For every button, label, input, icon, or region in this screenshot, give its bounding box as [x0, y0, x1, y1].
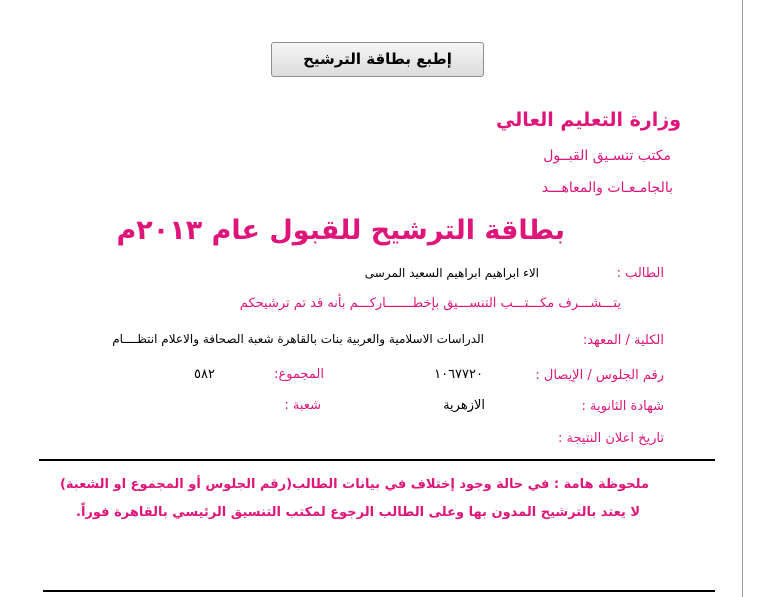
college-label: الكلية / المعهد:: [582, 333, 664, 348]
divider-bottom: [43, 590, 715, 592]
total-value: ٥٨٢: [194, 367, 215, 382]
student-label: الطالب :: [616, 266, 664, 281]
card-title: بطاقة الترشيح للقبول عام ٢٠١٣م: [116, 215, 565, 246]
page-edge-line: [742, 0, 743, 597]
certificate-value: الازهرية: [443, 398, 485, 413]
important-note-line-1: ملحوظة هامة : في حالة وجود إختلاف في بيانات الطالب(رقم الجلوس أو المجموع او الشعبة): [59, 477, 649, 492]
student-name: الاء ابراهيم ابراهيم السعيد المرسى: [364, 266, 539, 280]
certificate-label: شهادة الثانوية :: [581, 399, 664, 414]
total-label: المجموع:: [274, 367, 324, 382]
seat-number-label: رقم الجلوس / الإيصال :: [535, 368, 664, 383]
print-card-button[interactable]: إطبع بطاقة الترشيح: [271, 42, 484, 77]
office-line-1: مكتب تنسـيق القبــول: [543, 148, 671, 164]
result-date-label: تاريخ اعلان النتيجة :: [557, 431, 664, 446]
divider-top: [39, 459, 715, 461]
office-line-2: بالجامـعـات والمعاهـــد: [541, 180, 673, 196]
college-value: الدراسات الاسلامية والعربية بنات بالقاهرة شعبة الصحافة والاعلام انتظــــام: [112, 332, 484, 346]
important-note-line-2: لا يعتد بالترشيح المدون بها وعلى الطالب الرجوع لمكتب التنسيق الرئيسي بالقاهرة فوراً.: [76, 505, 640, 520]
seat-number-value: ١٠٦٧٧٢٠: [434, 367, 483, 382]
ministry-title: وزارة التعليم العالي: [495, 109, 681, 131]
branch-label: شعبة :: [284, 398, 321, 413]
nomination-message: يتـــشـــرف مكـــتـــب التنســـيق بإخطـــــــاركـــم بأنه قد تم ترشيحكم: [239, 296, 621, 311]
